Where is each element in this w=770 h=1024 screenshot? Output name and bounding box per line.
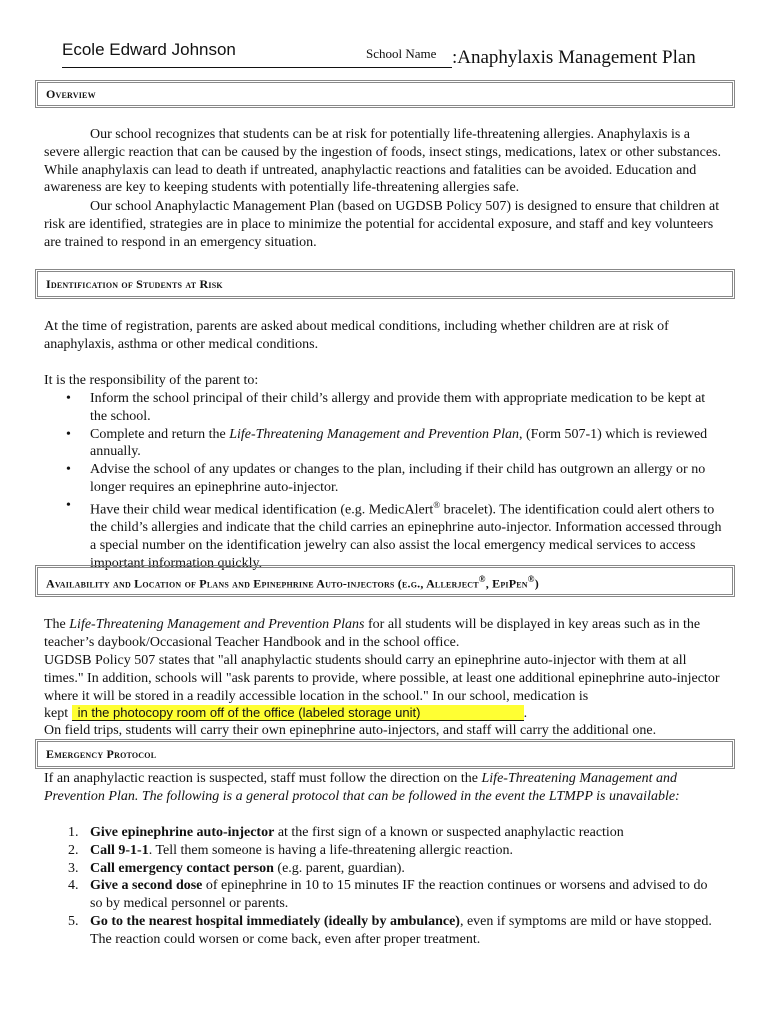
availability-paragraph-3: On field trips, students will carry their own epinephrine auto-injectors, and staff will carry the additional one. xyxy=(44,723,657,738)
identification-paragraph-1: At the time of registration, parents are asked about medical conditions, including whether children are at risk of anaphylaxis, asthma or other medical conditions. xyxy=(44,319,669,352)
bullet-glyph: • xyxy=(66,391,71,406)
overview-paragraph-2: Our school Anaphylactic Management Plan (based on UGDSB Policy 507) is designed to ensure that children at risk are identified, strategies are in place to minimize the potential for accidental exposure, and staff and key volunteers are trained to respond in an emergency situation. xyxy=(44,199,720,250)
section-title: Overview xyxy=(46,87,96,101)
section-title: Identification of Students at Risk xyxy=(46,277,223,291)
list-item: 4. Give a second dose of epinephrine in 10 to 15 minutes IF the reaction continues or worsens and advised to do so by medical personnel or parents. xyxy=(68,878,708,912)
list-item: • Advise the school of any updates or changes to the plan, including if their child has outgrown an allergy or no longer requires an epinephrine auto-injector. xyxy=(66,462,706,495)
emergency-intro: If an anaphylactic reaction is suspected, staff must follow the direction on the Life-Threatening Management and Prevention Plan. The following is a general protocol that can be followed in the event the LTMPP is unavailable: xyxy=(44,771,680,804)
list-item: • Complete and return the Life-Threatening Management and Prevention Plan, (Form 507-1) which is reviewed annually. xyxy=(66,426,708,460)
section-title: Emergency Protocol xyxy=(46,747,157,761)
overview-paragraph-1: Our school recognizes that students can be at risk for potentially life-threatening allergies. Anaphylaxis is a severe allergic reaction that can be caused by the ingestion of foods, insect stings, medications, latex or other substances. While anaphylaxis can lead to death if untreated, anaphylactic reactions and fatalities can be avoided. Education and awareness are key to keeping students with potentially life-threatening allergies safe. xyxy=(44,127,721,196)
registered-mark: ® xyxy=(433,499,441,510)
list-item: • Have their child wear medical identification (e.g. MedicAlert® bracelet). The identification could alert others to the child’s allergies and indicate that the child carries an epinephrine auto-injector. Information accessed through a special number on the identification jewelry can also assist the local emergency medical services to access important information quickly. xyxy=(66,497,722,571)
bullet-glyph: • xyxy=(66,497,71,513)
availability-paragraph-2: UGDSB Policy 507 states that "all anaphylactic students should carry an epinephrine auto-injector with them at all times." In addition, schools will "ask parents to provide, where possible, at least one additional epinephrine auto-injector where it will be stored in a readily accessible location in the school." In our school, medication is xyxy=(44,653,720,704)
medication-location-line: kept in the photocopy room off of the office (labeled storage unit) . xyxy=(44,705,528,721)
bullet-glyph: • xyxy=(66,426,71,442)
document-title: :Anaphylaxis Management Plan xyxy=(452,47,696,68)
availability-paragraph-1: The Life-Threatening Management and Prevention Plans for all students will be displayed in key areas such as in the teacher’s daybook/Occasional Teacher Handbook and in the school office. xyxy=(44,617,701,650)
section-header-identification xyxy=(35,269,735,299)
school-name-label: School Name xyxy=(366,46,437,61)
section-header-overview xyxy=(35,80,735,108)
section-header-emergency xyxy=(35,739,735,769)
identification-paragraph-2: It is the responsibility of the parent to: xyxy=(44,373,259,388)
section-header-availability xyxy=(35,565,735,597)
list-item: 1. Give epinephrine auto-injector at the first sign of a known or suspected anaphylactic reaction xyxy=(68,825,624,840)
bullet-glyph: • xyxy=(66,462,71,478)
list-item: 3. Call emergency contact person (e.g. parent, guardian). xyxy=(68,860,405,876)
school-name: Ecole Edward Johnson xyxy=(62,40,236,59)
school-name-underline xyxy=(62,67,452,68)
list-item: 2. Call 9-1-1. Tell them someone is having a life-threatening allergic reaction. xyxy=(68,842,514,858)
section-title: Availability and Location of Plans and Epinephrine Auto-injectors (e.g., Allerject®, EpiPen®) xyxy=(46,574,539,591)
parent-responsibilities-list xyxy=(62,390,722,573)
list-item: • Inform the school principal of their child’s allergy and provide them with appropriate medication to be kept at the school. xyxy=(66,391,706,424)
list-item: 5. Go to the nearest hospital immediately (ideally by ambulance), even if symptoms are mild or have stopped. The reaction could worsen or come back, even after proper treatment. xyxy=(68,913,712,947)
medication-location-field[interactable]: in the photocopy room off of the office (labeled storage unit) xyxy=(72,705,524,721)
emergency-steps-list xyxy=(62,824,722,949)
